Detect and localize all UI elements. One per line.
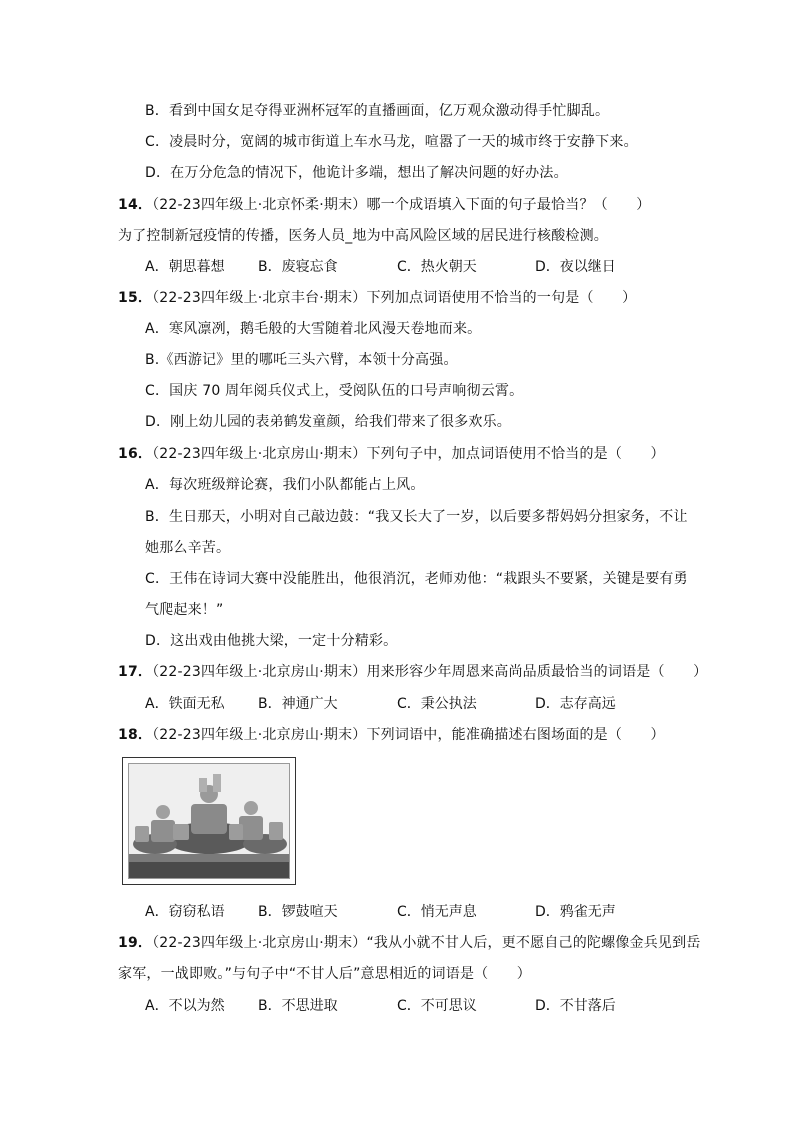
q16-number: 16．: [118, 446, 153, 462]
q13-option-d: D．在万分危急的情况下，他诡计多端，想出了解决问题的好办法。: [145, 165, 568, 181]
q17-stem-line: [118, 662, 707, 682]
q15-number: 15．: [118, 290, 153, 306]
q15-option-a: A．寒风凛冽，鹅毛般的大雪随着北风漫天卷地而来。: [145, 321, 482, 337]
q16-option-a: A．每次班级辩论赛，我们小队都能占上风。: [145, 477, 425, 493]
q14-stem: （22-23四年级上·北京怀柔·期末）哪一个成语填入下面的句子最恰当？（ ）: [152, 197, 651, 213]
q18-figure: [122, 757, 296, 885]
q17-option-b: B．神通广大: [258, 696, 338, 712]
q17-option-c: C．秉公执法: [397, 696, 477, 712]
q17-number: 17．: [118, 664, 153, 680]
q14-option-d: D．夜以继日: [535, 259, 616, 275]
q16-stem-line: [118, 444, 665, 464]
q18-number: 18．: [118, 727, 153, 743]
q13-option-c: C．凌晨时分，宽阔的城市街道上车水马龙，喧嚣了一天的城市终于安静下来。: [145, 134, 638, 150]
q16-option-b-line1: B．生日那天，小明对自己敲边鼓：“我又长大了一岁，以后要多帮妈妈分担家务，不让: [145, 509, 688, 525]
q17-option-d: D．志存高远: [535, 696, 616, 712]
q19-option-d: D．不甘落后: [535, 998, 616, 1014]
q16-option-c-line1: C．王伟在诗词大赛中没能胜出，他很消沉，老师劝他：“栽跟头不要紧，关键是要有勇: [145, 571, 688, 587]
q18-option-a: A．窃窃私语: [145, 904, 225, 920]
q16-option-d: D．这出戏由他挑大梁，一定十分精彩。: [145, 633, 398, 649]
q19-number: 19．: [118, 935, 153, 951]
q18-figure-photo: [128, 763, 290, 879]
q18-stem: （22-23四年级上·北京房山·期末）下列词语中，能准确描述右图场面的是（ ）: [152, 727, 665, 743]
q14-option-b: B．废寝忘食: [258, 259, 338, 275]
q16-stem: （22-23四年级上·北京房山·期末）下列句子中，加点词语使用不恰当的是（ ）: [152, 446, 665, 462]
q14-number: 14．: [118, 197, 153, 213]
q16-option-c-line2: 气爬起来！”: [145, 602, 224, 618]
q19-option-a: A．不以为然: [145, 998, 225, 1014]
q17-stem: （22-23四年级上·北京房山·期末）用来形容少年周恩来高尚品质最恰当的词语是（ ）: [152, 664, 708, 680]
q18-option-c: C．悄无声息: [397, 904, 477, 920]
q19-option-c: C．不可思议: [397, 998, 477, 1014]
q16-option-b-line2: 她那么辛苦。: [145, 540, 231, 556]
q15-option-b: B.《西游记》里的哪吒三头六臂，本领十分高强。: [145, 352, 458, 368]
q14-stem-line: [118, 195, 650, 215]
q18-option-d: D．鸦雀无声: [535, 904, 616, 920]
q19-stem: （22-23四年级上·北京房山·期末）“我从小就不甘人后，更不愿自己的陀螺像金兵见到岳: [152, 935, 701, 951]
q14-option-a: A．朝思暮想: [145, 259, 225, 275]
q19-stem-line2: 家军，一战即败。”与句子中“不甘人后”意思相近的词语是（ ）: [118, 966, 531, 982]
q15-stem-line: [118, 288, 636, 308]
q15-stem: （22-23四年级上·北京丰台·期末）下列加点词语使用不恰当的一句是（ ）: [152, 290, 637, 306]
q18-option-b: B．锣鼓喧天: [258, 904, 338, 920]
q13-option-b: B．看到中国女足夺得亚洲杯冠军的直播画面，亿万观众激动得手忙脚乱。: [145, 103, 610, 119]
q19-stem-line1: [118, 933, 701, 953]
q19-option-b: B．不思进取: [258, 998, 338, 1014]
q15-option-d: D．刚上幼儿园的表弟鹤发童颜，给我们带来了很多欢乐。: [145, 414, 511, 430]
q17-option-a: A．铁面无私: [145, 696, 225, 712]
q14-option-c: C．热火朝天: [397, 259, 477, 275]
q14-sentence: 为了控制新冠疫情的传播，医务人员_地为中高风险区域的居民进行核酸检测。: [118, 228, 608, 244]
q18-stem-line: [118, 725, 665, 745]
drum-performance-illustration: [129, 764, 290, 879]
q15-option-c: C．国庆 70 周年阅兵仪式上，受阅队伍的口号声响彻云霄。: [145, 383, 524, 399]
